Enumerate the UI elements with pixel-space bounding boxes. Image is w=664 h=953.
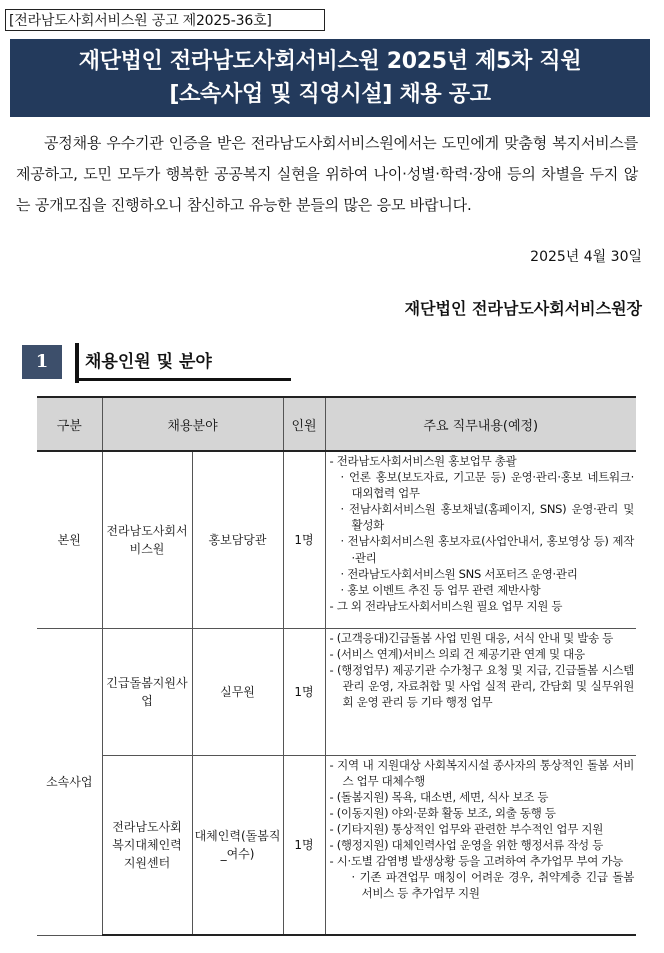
row-count: 1명 — [283, 755, 325, 935]
row-count: 1명 — [283, 451, 325, 628]
duty-item: · 전라남도사회서비스원 SNS 서포터즈 운영·관리 — [340, 566, 578, 581]
recruitment-table — [37, 396, 636, 936]
header-count: 인원 — [283, 397, 325, 451]
section-title: 채용인원 및 분야 — [85, 352, 212, 372]
duty-item: - (서비스 연계)서비스 의뢰 건 제공기관 연계 및 대응 — [329, 646, 585, 661]
title-line-1: 재단법인 전라남도사회서비스원 2025년 제5차 직원 — [78, 49, 582, 74]
table-row — [37, 628, 636, 755]
row-unit: 전라남도사회복지대체인력지원센터 — [102, 755, 192, 935]
row-count: 1명 — [283, 628, 325, 755]
row-unit: 전라남도사회서비스원 — [102, 451, 192, 628]
duty-item: - (고객응대)긴급돌봄 사업 민원 대응, 서식 안내 및 발송 등 — [329, 630, 614, 645]
row-position: 실무원 — [192, 628, 283, 755]
duty-item: - 시·도별 감염병 발생상황 등을 고려하여 추가업무 부여 가능 — [329, 854, 623, 869]
row-category: 소속사업 — [37, 628, 102, 935]
duty-item: - 전라남도사회서비스원 홍보업무 총괄 — [329, 454, 517, 468]
row-duties — [325, 451, 636, 628]
duty-item: · 전남사회서비스원 홍보자료(사업안내서, 홍보영상 등) 제작·관리 — [340, 534, 635, 565]
row-unit: 긴급돌봄지원사업 — [102, 628, 192, 755]
duty-item: - (돌봄지원) 목욕, 대소변, 세면, 식사 보조 등 — [329, 789, 549, 804]
notice-number: [전라남도사회서비스원 공고 제2025-36호] — [5, 9, 325, 31]
duty-item: · 홍보 이벤트 추진 등 업무 관련 제반사항 — [340, 582, 541, 597]
table-row — [37, 755, 636, 935]
duty-item: - (기타지원) 통상적인 업무와 관련한 부수적인 업무 지원 — [329, 821, 604, 836]
duty-item: - (행정업무) 제공기관 수가청구 요청 및 지급, 긴급돌봄 시스템 관리 운영, 자료취합 및 사업 실적 관리, 간담회 및 실무위원회 운영 관리 등 기타 행정 업무 — [329, 662, 635, 709]
row-duties — [325, 755, 636, 935]
header-field: 채용분야 — [102, 397, 283, 451]
duty-item: - (이동지원) 야외·문화 활동 보조, 외출 동행 등 — [329, 805, 556, 820]
signature: 재단법인 전라남도사회서비스원장 — [404, 299, 642, 318]
title-line-2: [소속사업 및 직영시설] 채용 공고 — [169, 82, 491, 107]
duty-item: · 언론 홍보(보도자료, 기고문 등) 운영·관리·홍보 네트워크·대외협력 업무 — [340, 470, 635, 501]
table-header-row — [37, 397, 636, 451]
table-row — [37, 451, 636, 628]
duty-item: · 전남사회서비스원 홍보채널(홈페이지, SNS) 운영·관리 및 활성화 — [340, 502, 635, 533]
row-duties — [325, 628, 636, 755]
row-position: 홍보담당관 — [192, 451, 283, 628]
header-category: 구분 — [37, 397, 102, 451]
section-underline — [79, 378, 291, 381]
row-category: 본원 — [37, 451, 102, 628]
intro-paragraph: 공정채용 우수기관 인증을 받은 전라남도사회서비스원에서는 도민에게 맞춤형 복지서비스를 제공하고, 도민 모두가 행복한 공공복지 실현을 위하여 나이·성별·학력·장애 등의 차별을 두지 않는 공개모집을 진행하오니 참신하고 유능한 분들의 많은 응모 바랍니다. — [16, 134, 638, 214]
section-divider-bar — [75, 343, 79, 383]
section-number-badge: 1 — [22, 345, 62, 379]
duty-item: · 기존 파견업무 매칭이 어려운 경우, 취약계층 긴급 돌봄 서비스 등 추가업무 지원 — [351, 870, 635, 901]
duty-item: - 지역 내 지원대상 사회복지시설 종사자의 통상적인 돌봄 서비스 업무 대체수행 — [329, 757, 635, 788]
title-banner — [10, 39, 650, 117]
duty-item: - (행정지원) 대체인력사업 운영을 위한 행정서류 작성 등 — [329, 837, 604, 852]
header-duties: 주요 직무내용(예정) — [325, 397, 636, 451]
duty-item: - 그 외 전라남도사회서비스원 필요 업무 지원 등 — [329, 598, 563, 613]
notice-date: 2025년 4월 30일 — [530, 249, 642, 265]
row-position: 대체인력(돌봄직_여수) — [192, 755, 283, 935]
